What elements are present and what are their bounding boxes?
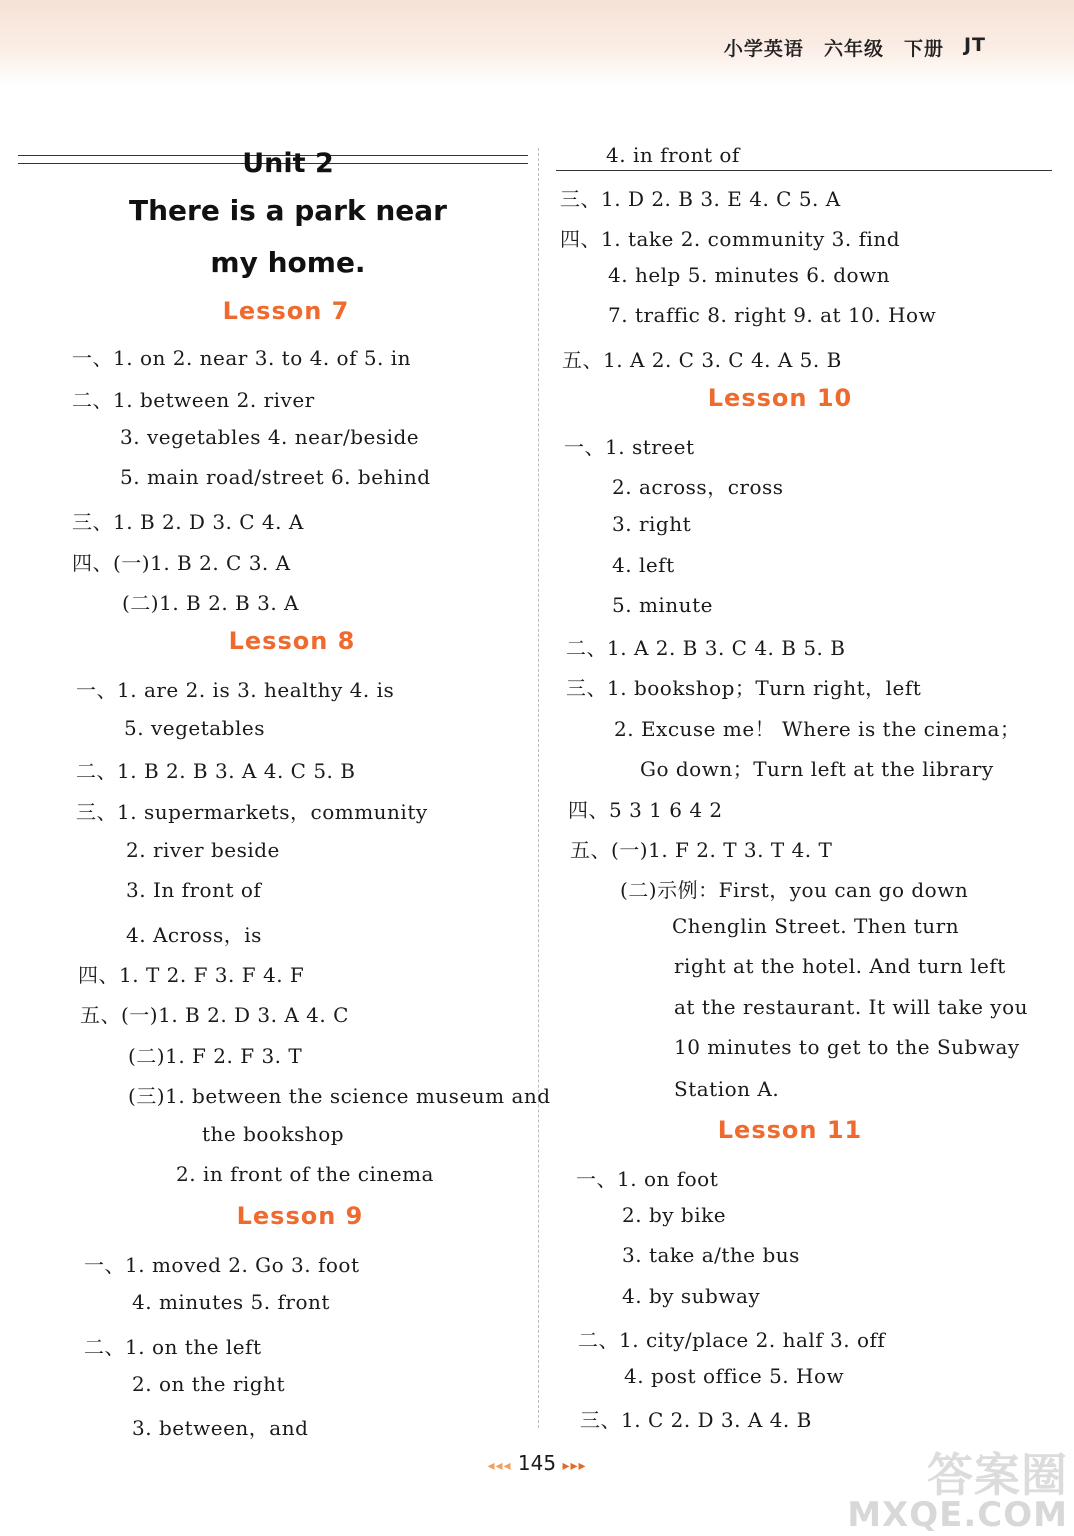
answer-line: 一、1. street (564, 435, 695, 459)
prev-arrows-icon: ◂◂◂ (487, 1458, 512, 1474)
answer-line: 4. help 5. minutes 6. down (608, 263, 891, 287)
lesson-7-heading: Lesson 7 (222, 297, 350, 325)
lesson-9-heading: Lesson 9 (236, 1202, 364, 1230)
answer-line: 4. post office 5. How (624, 1364, 845, 1388)
answer-line: 三、1. C 2. D 3. A 4. B (580, 1408, 812, 1432)
header-subject: 小学英语 (723, 38, 804, 60)
answer-line: Go down；Turn left at the library (640, 757, 994, 781)
lesson-8-heading: Lesson 8 (228, 627, 356, 655)
answer-line: at the restaurant. It will take you (674, 995, 1029, 1019)
answer-line: 四、(一)1. B 2. C 3. A (72, 551, 291, 575)
lesson-11-heading: Lesson 11 (717, 1116, 863, 1144)
answer-line: 五、1. A 2. C 3. C 4. A 5. B (562, 348, 842, 372)
header-volume: 下册 (903, 38, 944, 60)
answer-line: (三)1. between the science museum and (128, 1084, 551, 1108)
watermark-logo (847, 1448, 1068, 1535)
answer-line: 一、1. are 2. is 3. healthy 4. is (76, 678, 395, 702)
answer-line: 2. in front of the cinema (176, 1162, 434, 1186)
answer-line: 五、(一)1. B 2. D 3. A 4. C (80, 1003, 349, 1027)
answer-line: 2. river beside (126, 838, 280, 862)
right-top-rule (556, 170, 1052, 171)
answer-line: 3. right (612, 512, 692, 536)
answer-line: 二、1. city/place 2. half 3. off (578, 1328, 886, 1352)
answer-line: 2. Excuse me！ Where is the cinema； (614, 717, 1021, 741)
answer-line: 二、1. A 2. B 3. C 4. B 5. B (566, 636, 846, 660)
unit-subtitle-line2: my home. (210, 246, 366, 279)
answer-line: 4. by subway (622, 1284, 761, 1308)
answer-line: 三、1. supermarkets，community (76, 800, 428, 824)
answer-line: 5. minute (612, 593, 713, 617)
answer-line: 3. take a/the bus (622, 1243, 800, 1267)
unit-title: Unit 2 (242, 148, 334, 179)
answer-line: 3. In front of (126, 878, 262, 902)
answer-line: 三、1. D 2. B 3. E 4. C 5. A (560, 187, 841, 211)
answer-line: Chenglin Street. Then turn (672, 914, 960, 938)
answer-line: 五、(一)1. F 2. T 3. T 4. T (570, 838, 833, 862)
answer-line: 二、1. B 2. B 3. A 4. C 5. B (76, 759, 356, 783)
answer-line: 4. left (612, 553, 675, 577)
answer-line: the bookshop (202, 1122, 345, 1146)
answer-line: 10 minutes to get to the Subway (674, 1035, 1020, 1059)
answer-line: 三、1. bookshop；Turn right，left (566, 676, 922, 700)
answer-line: (二)1. F 2. F 3. T (128, 1044, 303, 1068)
answer-line: 3. between，and (132, 1416, 309, 1440)
answer-line: 7. traffic 8. right 9. at 10. How (608, 303, 937, 327)
answer-line: 2. on the right (132, 1372, 286, 1396)
answer-line: 4. in front of (606, 143, 740, 167)
answer-line: (二)1. B 2. B 3. A (122, 591, 299, 615)
answer-line: 四、1. T 2. F 3. F 4. F (78, 963, 305, 987)
answer-line: Station A. (674, 1077, 780, 1101)
answer-line: 4. Across，is (126, 923, 262, 947)
answer-line: 四、5 3 1 6 4 2 (568, 798, 723, 822)
answer-line: 一、1. on foot (576, 1167, 719, 1191)
watermark-line1: 答案圈 (927, 1448, 1068, 1502)
lesson-10-heading: Lesson 10 (707, 384, 853, 412)
answer-line: 2. by bike (622, 1203, 727, 1227)
header-grade: 六年级 (823, 38, 884, 60)
answer-line: 一、1. moved 2. Go 3. foot (84, 1253, 360, 1277)
column-divider (538, 148, 539, 1428)
answer-line: 2. across，cross (612, 475, 784, 499)
unit-subtitle-line1: There is a park near (129, 194, 447, 227)
answer-line: 三、1. B 2. D 3. C 4. A (72, 510, 304, 534)
answer-line: (二)示例：First，you can go down (620, 878, 969, 902)
answer-line: right at the hotel. And turn left (674, 954, 1006, 978)
answer-line: 一、1. on 2. near 3. to 4. of 5. in (72, 346, 412, 370)
header-edition: JT (963, 34, 986, 56)
next-arrows-icon: ▸▸▸ (562, 1458, 587, 1474)
answer-line: 5. main road/street 6. behind (120, 465, 431, 489)
answer-line: 5. vegetables (124, 716, 265, 740)
answer-line: 3. vegetables 4. near/beside (120, 425, 420, 449)
watermark-line2: MXQE.COM (847, 1495, 1068, 1535)
page-number: 145 (517, 1451, 557, 1475)
answer-line: 二、1. between 2. river (72, 388, 315, 412)
answer-line: 4. minutes 5. front (132, 1290, 330, 1314)
running-header (724, 34, 986, 61)
answer-line: 四、1. take 2. community 3. find (560, 227, 901, 251)
answer-line: 二、1. on the left (84, 1335, 262, 1359)
